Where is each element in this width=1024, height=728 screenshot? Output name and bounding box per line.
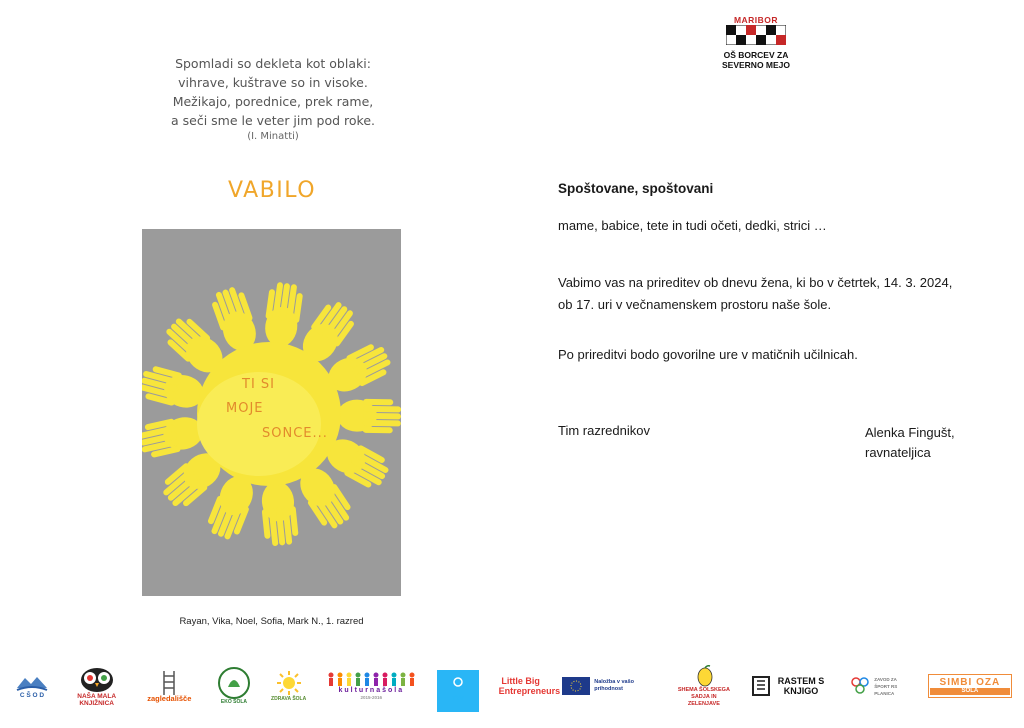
nasa-mala-knjiznica-logo (71, 665, 123, 707)
school-city: MARIBOR (733, 15, 779, 25)
handprint (259, 480, 299, 547)
poem-line: vihrave, kuštrave so in visoke. (178, 75, 368, 90)
eu-flag-icon (562, 677, 590, 695)
artwork-text-line: TI SI (242, 377, 275, 392)
poem-line: Mežikajo, porednice, prek rame, (172, 94, 374, 109)
cspod-logo (12, 674, 52, 699)
logo-text: NAŠA MALA KNJIŽNICA (77, 693, 117, 707)
logo-text: SIMBI OZA (939, 677, 1001, 688)
eu-naloziba-logo (561, 677, 657, 695)
logo-text: Little Big Entrepreneurs (498, 676, 561, 696)
shema-sadja-logo (676, 665, 732, 708)
handprint (337, 398, 401, 433)
book-icon (752, 675, 770, 697)
zagledaliisce-logo (141, 671, 197, 702)
school-logo (711, 15, 801, 70)
poem-line: Spomladi so dekleta kot oblaki: (175, 56, 371, 71)
logo-text: zagledališče (147, 693, 192, 703)
signature-name: Alenka Fingušt, (865, 425, 955, 440)
handprint-sun-artwork (142, 229, 401, 596)
letter-invitation: Vabimo vas na prireditev ob dnevu žena, ki bo v četrtek, 14. 3. 2024, ob 17. uri v večnamenskem prostoru naše šole. (558, 275, 953, 312)
rastem-s-knjigo-logo (751, 675, 831, 697)
logo-subtext: 2015-2016 (360, 695, 383, 700)
simbioza-logo (928, 674, 1012, 698)
ladder-icon (159, 671, 179, 695)
sport-figures-icon (850, 675, 872, 697)
tuv-logo (436, 670, 480, 703)
sun-drawing (142, 229, 401, 596)
logo-text: ZDRAVA ŠOLA (271, 695, 307, 702)
people-row-icon (327, 671, 415, 687)
owl-icon (79, 665, 115, 693)
letter-info: Po prireditvi bodo govorilne ure v matičnih učilnicah. (558, 347, 858, 362)
handprint (262, 281, 305, 349)
school-name-line: OŠ BORCEV ZA (723, 50, 789, 60)
fruit-icon (691, 665, 717, 687)
zdrava-sola-logo (271, 670, 307, 703)
signature-role: ravnateljica (865, 445, 931, 460)
poem (150, 54, 396, 143)
little-big-entrepreneurs-logo (498, 676, 561, 696)
invitation-title: VABILO (227, 178, 317, 203)
checkerboard-icon (726, 25, 786, 45)
partner-logos-footer (12, 658, 1012, 714)
logo-text: Naložba v vašo prihodnost (594, 679, 634, 692)
letter-addressees: mame, babice, tete in tudi očeti, dedki, strici … (558, 218, 827, 233)
logo-text: TYV (452, 695, 464, 702)
logo-text: kulturnašola (338, 687, 405, 694)
signature-left: Tim razrednikov (558, 423, 650, 438)
tyv-icon (437, 670, 479, 712)
logo-text: ZAVOD ZA ŠPORT RS PLANICA (874, 676, 898, 696)
eco-school-logo (216, 667, 252, 706)
logo-subtext: ŠOLA (930, 688, 1010, 695)
poem-line: a seči sme le veter jim pod roke. (171, 113, 375, 128)
artwork-text-line: SONCE... (262, 426, 328, 441)
sport-logo (849, 675, 909, 697)
artwork-caption: Rayan, Vika, Noel, Sofia, Mark N., 1. razred (179, 616, 364, 627)
logo-text: EKO ŠOLA (220, 698, 248, 705)
logo-text: C Š O D (19, 691, 45, 699)
poem-author: (I. Minatti) (247, 131, 299, 142)
handprint (142, 412, 206, 459)
eco-school-icon (218, 667, 250, 699)
logo-text: RASTEM S KNJIGO (777, 676, 825, 696)
signature-right (865, 423, 955, 463)
logo-text: SHEMA ŠOLSKEGA SADJA IN ZELENJAVE (677, 686, 730, 707)
cspod-icon (15, 674, 49, 692)
school-name-line: SEVERNO MEJO (721, 60, 791, 70)
sun-icon (274, 670, 304, 696)
letter-greeting: Spoštovane, spoštovani (558, 181, 714, 196)
artwork-text-line: MOJE (226, 401, 264, 416)
kulturna-sola-logo (325, 671, 417, 701)
